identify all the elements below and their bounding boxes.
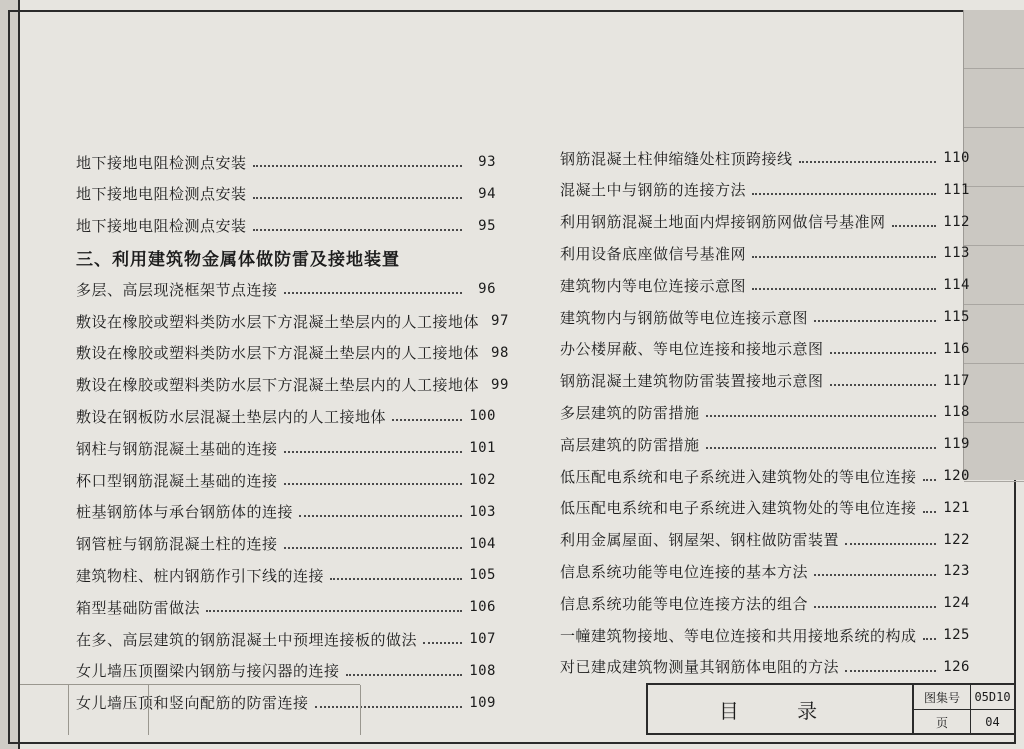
- dot-leader: [284, 292, 462, 294]
- toc-entry-title: 女儿墙压顶和竖向配筋的防雷连接: [76, 694, 309, 713]
- toc-entry: [560, 428, 970, 460]
- toc-entry-title: 信息系统功能等电位连接的基本方法: [560, 562, 809, 581]
- toc-entry-page: 110: [943, 150, 970, 166]
- toc-entry: [76, 655, 496, 687]
- side-index-cell: [964, 423, 1024, 482]
- dot-leader: [845, 670, 936, 672]
- approval-boxes: [20, 684, 360, 735]
- dot-leader: [814, 606, 936, 608]
- dot-leader: [253, 197, 462, 199]
- toc-entry-title: 女儿墙压顶圈梁内钢筋与接闪器的连接: [76, 662, 340, 681]
- toc-entry: [76, 623, 496, 655]
- title-block-title: 目 录: [646, 683, 914, 735]
- toc-entry-title: 利用金属屋面、钢屋架、钢柱做防雷装置: [560, 531, 840, 550]
- toc-entry: [560, 524, 970, 556]
- toc-entry-title: 建筑物柱、桩内钢筋作引下线的连接: [76, 566, 325, 585]
- dot-leader: [706, 415, 936, 417]
- toc-entry-page: 112: [943, 213, 970, 230]
- toc-entry-title: 高层建筑的防雷措施: [560, 435, 700, 454]
- dot-leader: [253, 165, 462, 167]
- toc-entry: [560, 492, 970, 524]
- toc-entry-page: 119: [943, 436, 970, 453]
- toc-entry-title: 建筑物内等电位连接示意图: [560, 276, 747, 295]
- side-index-cell: [964, 187, 1024, 246]
- page-label: 页: [914, 710, 971, 734]
- toc-entry-title: 敷设在橡胶或塑料类防水层下方混凝土垫层内的人工接地体: [76, 312, 480, 331]
- side-index-strip: [963, 10, 1024, 480]
- toc-entry: [560, 237, 970, 269]
- side-index-cell: [964, 10, 1024, 69]
- dot-leader: [923, 638, 936, 640]
- toc-entry-title: 桩基钢筋体与承台钢筋体的连接: [76, 503, 294, 522]
- toc-entry: [76, 337, 509, 369]
- dot-leader: [923, 511, 936, 513]
- toc-entry-title: 敷设在钢板防水层混凝土垫层内的人工接地体: [76, 407, 387, 426]
- toc-entry: [560, 174, 970, 206]
- toc-entry-title: 低压配电系统和电子系统进入建筑物处的等电位连接: [560, 467, 917, 486]
- toc-entry-page: 123: [943, 563, 970, 580]
- toc-entry-title: 钢管桩与钢筋混凝土柱的连接: [76, 535, 278, 554]
- toc-entry-title: 信息系统功能等电位连接方法的组合: [560, 594, 809, 613]
- approval-box: [20, 685, 69, 735]
- dot-leader: [923, 479, 936, 481]
- toc-entry-page: 111: [943, 181, 970, 198]
- toc-entry-page: 114: [943, 277, 970, 294]
- toc-entry: [76, 146, 496, 178]
- toc-entry-page: 126: [943, 658, 970, 675]
- toc-entry-page: 93: [478, 154, 496, 170]
- dot-leader: [830, 384, 936, 386]
- toc-entry-page: 121: [943, 499, 970, 516]
- toc-entry: [560, 651, 970, 683]
- toc-entry-title: 办公楼屏蔽、等电位连接和接地示意图: [560, 340, 824, 359]
- toc-entry-page: 108: [469, 662, 496, 679]
- toc-entry-title: 地下接地电阻检测点安装: [76, 185, 247, 204]
- toc-entry-page: 101: [469, 440, 496, 457]
- toc-entry-page: 113: [943, 245, 970, 262]
- toc-entry: [560, 396, 970, 428]
- toc-entry-title: 箱型基础防雷做法: [76, 598, 201, 617]
- toc-entry-page: 115: [943, 309, 970, 325]
- toc-entry-page: 98: [491, 344, 509, 361]
- dot-leader: [814, 574, 936, 576]
- toc-entry-page: 109: [469, 694, 496, 711]
- toc-entry-title: 对已建成建筑物测量其钢筋体电阻的方法: [560, 658, 840, 677]
- toc-entry: [560, 301, 970, 333]
- toc-entry: [560, 206, 970, 238]
- dot-leader: [206, 610, 462, 612]
- toc-entry: [560, 555, 970, 587]
- toc-entry-title: 三、利用建筑物金属体做防雷及接地装置: [76, 249, 400, 270]
- atlas-number-label: 图集号: [914, 685, 971, 709]
- approval-box: [148, 685, 361, 735]
- toc-entry-page: 104: [469, 535, 496, 552]
- toc-entry-title: 敷设在橡胶或塑料类防水层下方混凝土垫层内的人工接地体: [76, 376, 480, 395]
- toc-entry-title: 低压配电系统和电子系统进入建筑物处的等电位连接: [560, 499, 917, 518]
- toc-entry-title: 钢筋混凝土建筑物防雷装置接地示意图: [560, 372, 824, 391]
- toc-entry: [76, 305, 509, 337]
- toc-entry: [76, 591, 496, 623]
- toc-entry-title: 钢筋混凝土柱伸缩缝处柱顶跨接线: [560, 149, 793, 168]
- toc-entry: [76, 432, 496, 464]
- toc-entry: [560, 365, 970, 397]
- toc-entry-title: 利用钢筋混凝土地面内焊接钢筋网做信号基准网: [560, 213, 886, 232]
- toc-entry: [560, 333, 970, 365]
- dot-leader: [330, 578, 462, 580]
- dot-leader: [752, 256, 936, 258]
- toc-entry: [76, 369, 509, 401]
- toc-entry: [76, 528, 496, 560]
- side-index-cell: [964, 305, 1024, 364]
- toc-entry: [76, 464, 496, 496]
- toc-entry-title: 敷设在橡胶或塑料类防水层下方混凝土垫层内的人工接地体: [76, 344, 480, 363]
- toc-entry: [560, 142, 970, 174]
- dot-leader: [799, 161, 936, 163]
- toc-entry: [76, 178, 496, 210]
- toc-entry-title: 多层建筑的防雷措施: [560, 403, 700, 422]
- dot-leader: [284, 547, 462, 549]
- toc-entry-title: 杯口型钢筋混凝土基础的连接: [76, 471, 278, 490]
- toc-entry-page: 124: [943, 595, 970, 612]
- toc-entry-page: 120: [943, 468, 970, 484]
- toc-entry-page: 105: [469, 567, 496, 584]
- toc-entry: [560, 619, 970, 651]
- toc-entry-title: 混凝土中与钢筋的连接方法: [560, 181, 747, 200]
- side-index-cell: [964, 128, 1024, 187]
- toc-entry-page: 116: [943, 340, 970, 357]
- dot-leader: [346, 674, 462, 676]
- page-number-value: 04: [985, 715, 1000, 729]
- approval-box: [68, 685, 149, 735]
- toc-entry-title: 建筑物内与钢筋做等电位连接示意图: [560, 308, 809, 327]
- dot-leader: [845, 543, 936, 545]
- dot-leader: [814, 320, 936, 322]
- dot-leader: [284, 483, 462, 485]
- toc-entry-page: 95: [478, 217, 496, 234]
- toc-entry: [76, 273, 496, 305]
- toc-entry: [76, 559, 496, 591]
- dot-leader: [423, 642, 462, 644]
- toc-entry-title: 地下接地电阻检测点安装: [76, 217, 247, 236]
- toc-entry: [76, 210, 496, 242]
- toc-entry-page: 102: [469, 472, 496, 488]
- side-index-cell: [964, 69, 1024, 128]
- toc-entry-page: 117: [943, 372, 970, 389]
- dot-leader: [706, 447, 936, 449]
- toc-entry-page: 99: [491, 376, 509, 393]
- toc-entry-title: 在多、高层建筑的钢筋混凝土中预埋连接板的做法: [76, 630, 418, 649]
- dot-leader: [752, 193, 936, 195]
- dot-leader: [284, 451, 462, 453]
- toc-entry-title: 利用设备底座做信号基准网: [560, 244, 747, 263]
- toc-entry-title: 钢柱与钢筋混凝土基础的连接: [76, 439, 278, 458]
- toc-entry-title: 一幢建筑物接地、等电位连接和共用接地系统的构成: [560, 626, 917, 645]
- toc-entry: [76, 496, 496, 528]
- toc-entry-page: 96: [478, 281, 496, 298]
- toc-entry-page: 103: [469, 503, 496, 520]
- toc-entry-page: 97: [491, 313, 509, 329]
- toc-entry: [560, 269, 970, 301]
- toc-entry-page: 106: [469, 599, 496, 616]
- dot-leader: [892, 225, 936, 227]
- toc-entry-page: 122: [943, 531, 970, 548]
- dot-leader: [830, 352, 936, 354]
- toc-entry-page: 125: [943, 627, 970, 643]
- side-index-cell: [964, 246, 1024, 305]
- dot-leader: [253, 229, 462, 231]
- title-block-info: [912, 683, 1016, 735]
- toc-entry: [76, 400, 496, 432]
- atlas-number-value: 05D10: [974, 690, 1011, 704]
- side-index-cell: [964, 364, 1024, 423]
- dot-leader: [299, 515, 462, 517]
- dot-leader: [752, 288, 936, 290]
- toc-entry-page: 118: [943, 404, 970, 421]
- toc-section-heading: [76, 241, 496, 273]
- toc-entry: [560, 460, 970, 492]
- toc-entry-title: 地下接地电阻检测点安装: [76, 153, 247, 172]
- toc-entry-page: 100: [469, 408, 496, 425]
- toc-entry-title: 多层、高层现浇框架节点连接: [76, 280, 278, 299]
- toc-entry-page: 94: [478, 185, 496, 202]
- toc-entry: [560, 587, 970, 619]
- dot-leader: [392, 419, 462, 421]
- toc-entry-page: 107: [469, 631, 496, 647]
